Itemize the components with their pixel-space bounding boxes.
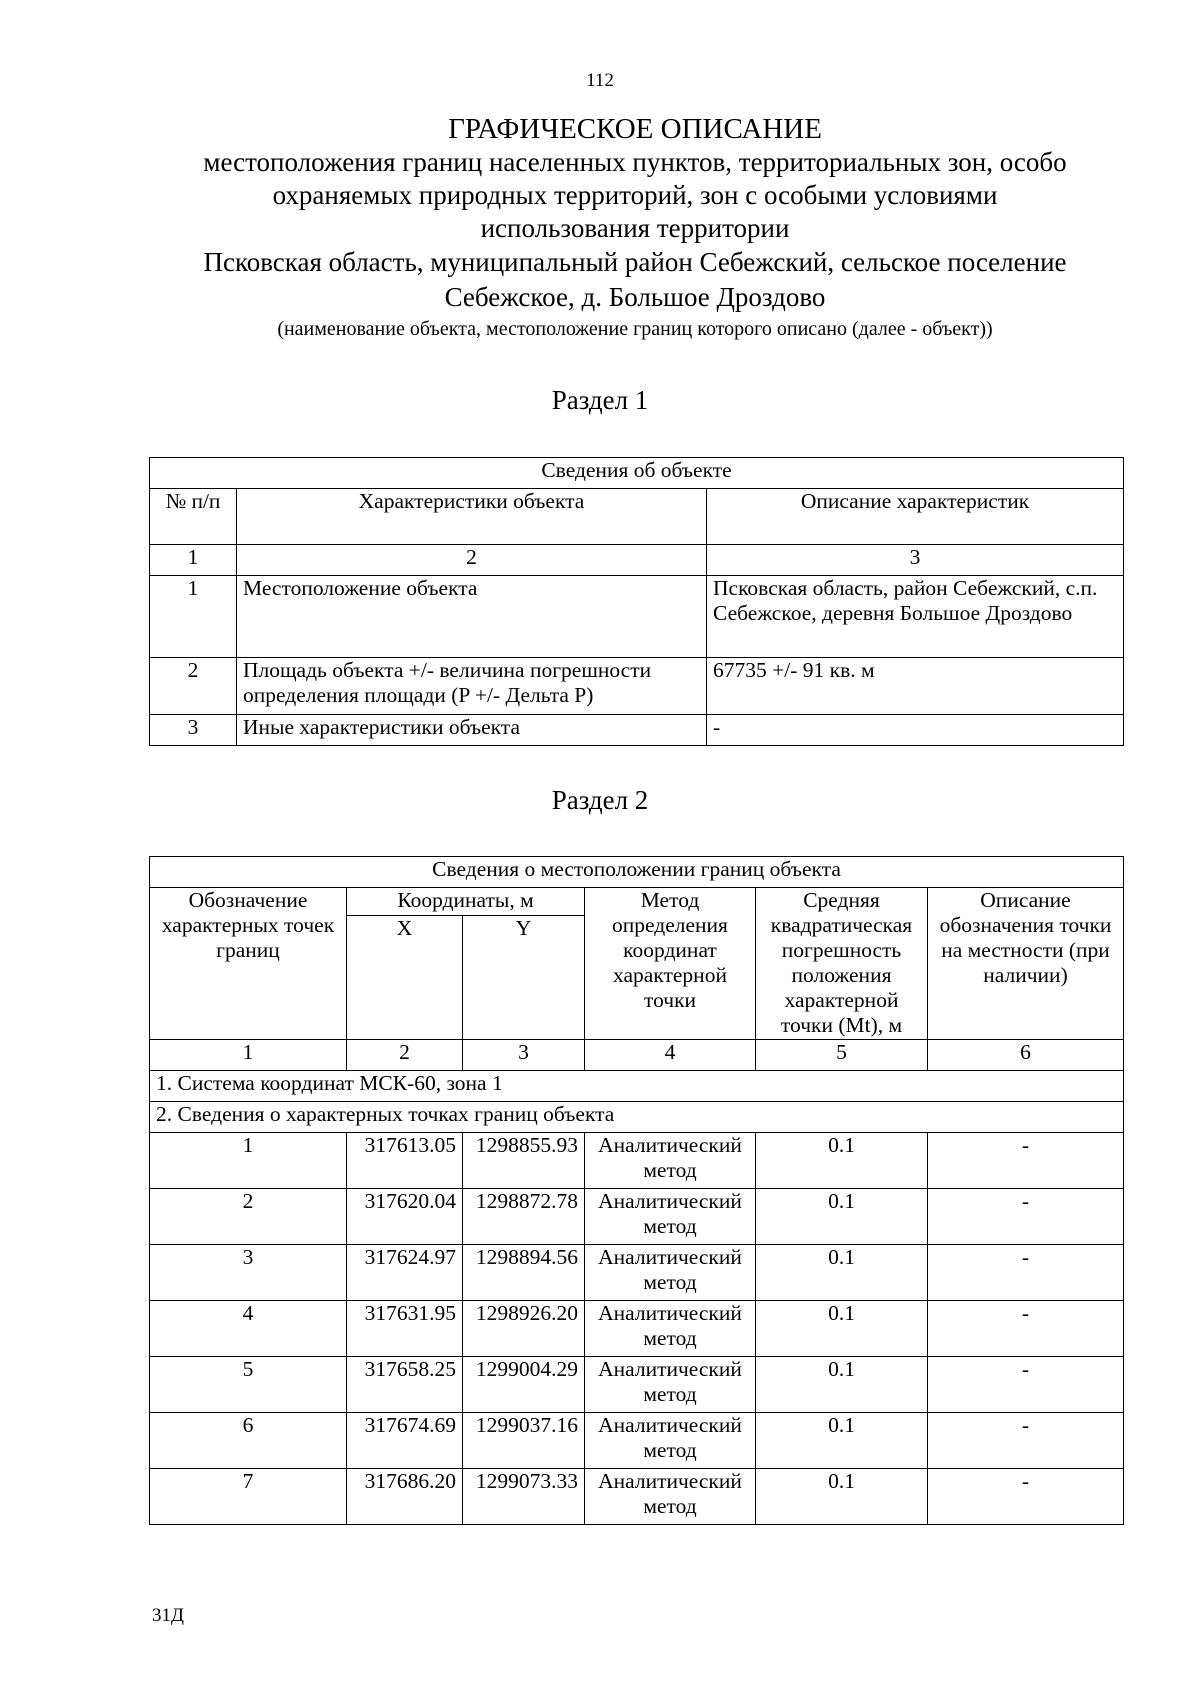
object-info-table: [149, 457, 1124, 746]
column-header: Характеристики объекта: [237, 489, 707, 545]
table-row: [150, 1133, 1124, 1189]
coord-y: 1298926.20: [463, 1301, 585, 1357]
points-caption: 2. Сведения о характерных точках границ объекта: [150, 1102, 1124, 1133]
method: Аналитический метод: [585, 1245, 756, 1301]
coord-x: 317674.69: [347, 1413, 463, 1469]
characteristic-value: 67735 +/- 91 кв. м: [707, 658, 1124, 715]
column-number: 6: [928, 1040, 1124, 1071]
title-line: использования территории: [480, 213, 790, 243]
table-row: [150, 1357, 1124, 1413]
coord-y: 1299004.29: [463, 1357, 585, 1413]
column-header: Описание обозначения точки на местности (при наличии): [928, 888, 1124, 1040]
section1-title: Раздел 1: [551, 385, 649, 415]
object-name: Псковская область, муниципальный район Себежский, сельское поселение: [203, 247, 1067, 277]
point-description: -: [928, 1189, 1124, 1245]
column-number: 3: [707, 545, 1124, 576]
row-number: 2: [150, 658, 237, 715]
column-header: Обозначение характерных точек границ: [150, 888, 347, 1040]
title-line: охраняемых природных территорий, зон с особыми условиями: [272, 180, 998, 210]
point-description: -: [928, 1133, 1124, 1189]
row-number: 1: [150, 576, 237, 658]
coord-y: 1299073.33: [463, 1469, 585, 1525]
table-row: [150, 576, 1124, 658]
characteristic-value: -: [707, 715, 1124, 746]
column-number: 4: [585, 1040, 756, 1071]
coord-y: 1298872.78: [463, 1189, 585, 1245]
coord-y: 1298855.93: [463, 1133, 585, 1189]
point-number: 2: [150, 1189, 347, 1245]
characteristic-value: Псковская область, район Себежский, с.п. Себежское, деревня Большое Дроздово: [707, 576, 1124, 658]
column-number: 2: [237, 545, 707, 576]
coord-x: 317686.20: [347, 1469, 463, 1525]
point-description: -: [928, 1301, 1124, 1357]
coord-x: 317620.04: [347, 1189, 463, 1245]
column-number: 5: [756, 1040, 928, 1071]
table-row: [150, 658, 1124, 715]
table-row: [150, 1245, 1124, 1301]
characteristic-name: Местоположение объекта: [237, 576, 707, 658]
table-row: [150, 1469, 1124, 1525]
table-row: [150, 1189, 1124, 1245]
column-header: Описание характеристик: [707, 489, 1124, 545]
method: Аналитический метод: [585, 1413, 756, 1469]
method: Аналитический метод: [585, 1189, 756, 1245]
title-line: местоположения границ населенных пунктов, территориальных зон, особо: [203, 147, 1067, 177]
column-header: Координаты, м: [347, 888, 585, 916]
point-number: 6: [150, 1413, 347, 1469]
row-number: 3: [150, 715, 237, 746]
mt-error: 0.1: [756, 1469, 928, 1525]
mt-error: 0.1: [756, 1133, 928, 1189]
mt-error: 0.1: [756, 1189, 928, 1245]
coord-x: 317658.25: [347, 1357, 463, 1413]
method: Аналитический метод: [585, 1357, 756, 1413]
method: Аналитический метод: [585, 1133, 756, 1189]
column-header: № п/п: [150, 489, 237, 545]
table-row: [150, 715, 1124, 746]
coordinate-system: 1. Система координат МСК-60, зона 1: [150, 1071, 1124, 1102]
characteristic-name: Площадь объекта +/- величина погрешности определения площади (P +/- Дельта P): [237, 658, 707, 715]
table-row: [150, 1301, 1124, 1357]
column-header-x: X: [347, 916, 463, 1040]
section2-title: Раздел 2: [551, 785, 649, 815]
coord-x: 317613.05: [347, 1133, 463, 1189]
method: Аналитический метод: [585, 1469, 756, 1525]
point-number: 1: [150, 1133, 347, 1189]
point-description: -: [928, 1245, 1124, 1301]
mt-error: 0.1: [756, 1301, 928, 1357]
boundary-points-table: [149, 856, 1124, 1525]
characteristic-name: Иные характеристики объекта: [237, 715, 707, 746]
mt-error: 0.1: [756, 1357, 928, 1413]
table-caption: Сведения о местоположении границ объекта: [150, 857, 1124, 888]
document-title: [130, 112, 1140, 342]
mt-error: 0.1: [756, 1413, 928, 1469]
point-number: 3: [150, 1245, 347, 1301]
footer-code: 31Д: [152, 1605, 184, 1626]
point-number: 5: [150, 1357, 347, 1413]
column-number: 1: [150, 545, 237, 576]
table-row: [150, 1413, 1124, 1469]
object-name: Себежское, д. Большое Дроздово: [444, 282, 826, 312]
page-number: 112: [586, 70, 614, 91]
mt-error: 0.1: [756, 1245, 928, 1301]
column-header: Средняя квадратическая погрешность положения характерной точки (Mt), м: [756, 888, 928, 1040]
object-name-note: (наименование объекта, местоположение границ которого описано (далее - объект)): [277, 318, 993, 340]
point-number: 4: [150, 1301, 347, 1357]
table-caption: Сведения об объекте: [150, 458, 1124, 489]
column-header-y: Y: [463, 916, 585, 1040]
method: Аналитический метод: [585, 1301, 756, 1357]
column-number: 3: [463, 1040, 585, 1071]
column-number: 1: [150, 1040, 347, 1071]
column-number: 2: [347, 1040, 463, 1071]
column-header: Метод определения координат характерной точки: [585, 888, 756, 1040]
point-description: -: [928, 1469, 1124, 1525]
point-description: -: [928, 1413, 1124, 1469]
coord-y: 1299037.16: [463, 1413, 585, 1469]
point-number: 7: [150, 1469, 347, 1525]
coord-y: 1298894.56: [463, 1245, 585, 1301]
coord-x: 317631.95: [347, 1301, 463, 1357]
point-description: -: [928, 1357, 1124, 1413]
title-main: ГРАФИЧЕСКОЕ ОПИСАНИЕ: [448, 113, 822, 145]
coord-x: 317624.97: [347, 1245, 463, 1301]
